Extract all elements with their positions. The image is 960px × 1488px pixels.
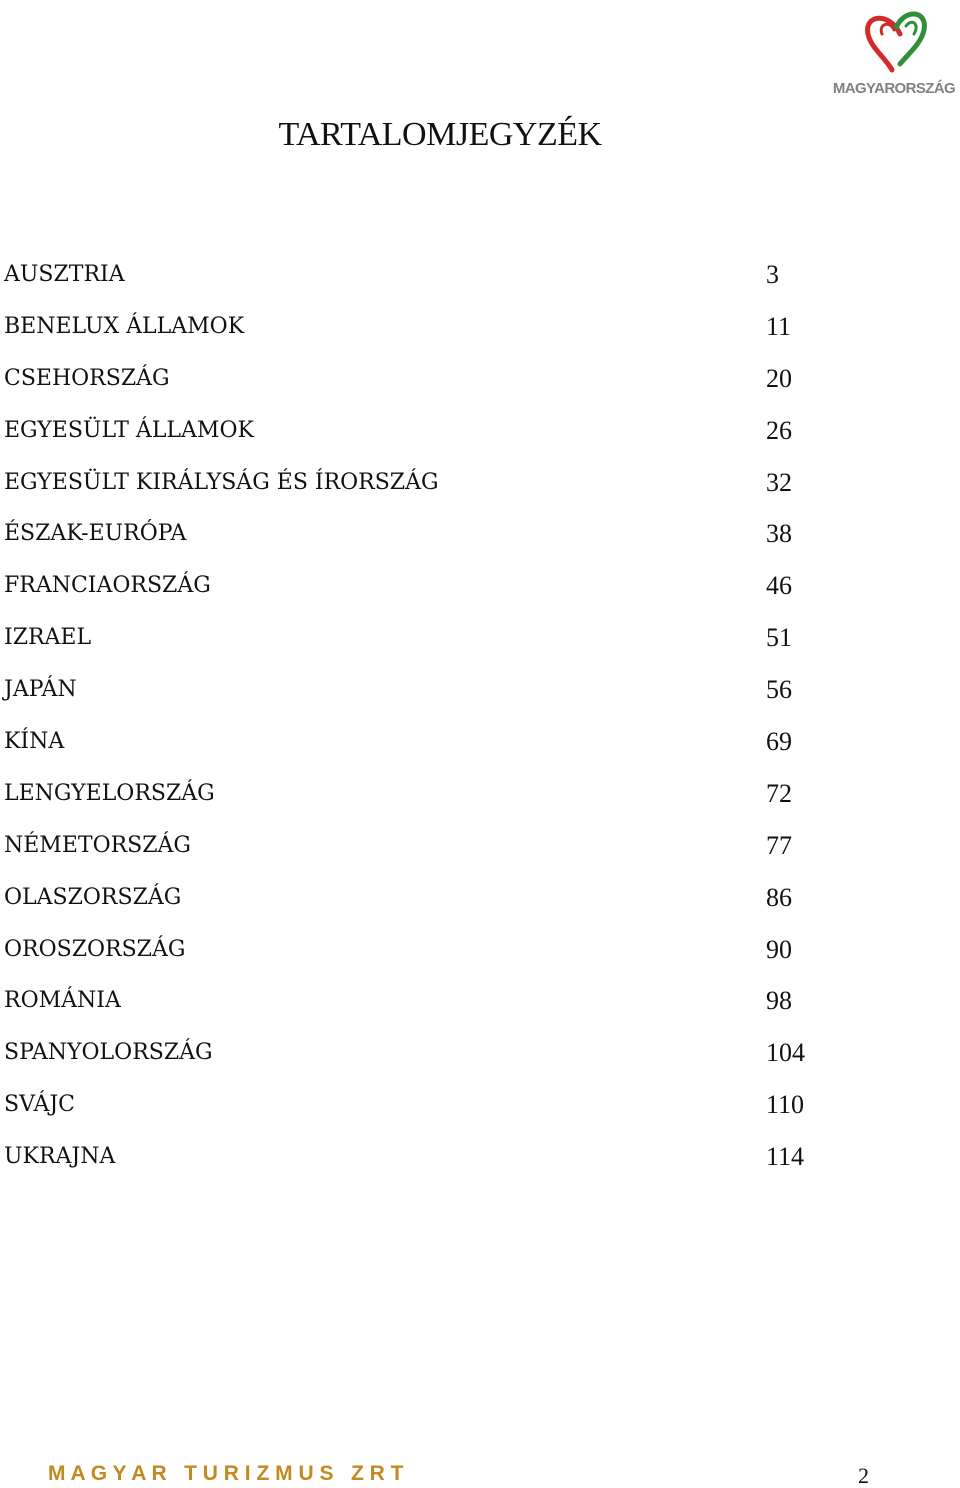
toc-entry-title: UKRAJNA <box>4 1144 116 1170</box>
footer-company-name: M A G Y A R T U R I Z M U S Z R T <box>48 1462 404 1485</box>
toc-entry-title: OLASZORSZÁG <box>4 884 182 910</box>
toc-entry[interactable] <box>4 360 834 412</box>
toc-entry-page: 56 <box>766 675 792 705</box>
toc-entry-page: 114 <box>766 1142 805 1172</box>
toc-entry-title: SVÁJC <box>4 1092 76 1118</box>
toc-entry[interactable] <box>4 515 834 567</box>
toc-entry[interactable] <box>4 671 834 723</box>
toc-entry-title: KÍNA <box>4 729 65 755</box>
toc-entry-title: NÉMETORSZÁG <box>4 832 191 858</box>
toc-entry[interactable] <box>4 619 834 671</box>
toc-entry-title: ROMÁNIA <box>4 988 121 1014</box>
toc-entry-title: IZRAEL <box>4 625 92 651</box>
logo-wordmark: MAGYARORSZÁG <box>832 80 956 97</box>
toc-entry-title: AUSZTRIA <box>4 262 125 287</box>
toc-entry-title: SPANYOLORSZÁG <box>4 1040 213 1066</box>
footer-page-number: 2 <box>858 1463 869 1488</box>
toc-entry-title: EGYESÜLT ÁLLAMOK <box>4 417 254 443</box>
toc-entry[interactable] <box>4 567 834 619</box>
page-footer <box>0 1460 960 1488</box>
toc-entry-page: 98 <box>766 986 792 1016</box>
magyarorszag-logo <box>830 4 958 100</box>
toc-entry[interactable] <box>4 412 834 464</box>
toc-entry[interactable] <box>4 931 834 983</box>
toc-entry-page: 110 <box>766 1090 805 1120</box>
toc-entry[interactable] <box>4 1034 834 1086</box>
toc-entry-page: 3 <box>766 260 779 289</box>
toc-entry-page: 69 <box>766 727 792 757</box>
toc-entry-page: 32 <box>766 467 792 497</box>
toc-entry-title: JAPÁN <box>4 677 77 703</box>
toc-entry-page: 38 <box>766 519 792 549</box>
toc-entry-page: 26 <box>766 415 792 445</box>
toc-entry-page: 86 <box>766 882 792 912</box>
toc-entry[interactable] <box>4 308 834 360</box>
toc-entry[interactable] <box>4 464 834 516</box>
toc-entry-title: FRANCIAORSZÁG <box>4 573 211 599</box>
page-title: TARTALOMJEGYZÉK <box>278 116 602 153</box>
toc-entry-page: 77 <box>766 830 792 860</box>
toc-entry-page: 104 <box>766 1038 805 1068</box>
toc-entry[interactable] <box>4 982 834 1034</box>
toc-entry[interactable] <box>4 1086 834 1138</box>
toc-entry-title: OROSZORSZÁG <box>4 936 186 962</box>
toc-entry[interactable] <box>4 879 834 931</box>
toc-entry-page: 46 <box>766 571 792 601</box>
toc-entry[interactable] <box>4 723 834 775</box>
heart-logo-icon <box>860 4 930 76</box>
toc-entry[interactable] <box>4 1138 834 1190</box>
toc-entry-title: BENELUX ÁLLAMOK <box>4 313 245 339</box>
toc-entry[interactable] <box>4 775 834 827</box>
toc-entry[interactable] <box>4 827 834 879</box>
toc-entry-title: ÉSZAK-EURÓPA <box>4 521 187 547</box>
toc-entry-page: 72 <box>766 778 792 808</box>
toc-entry-page: 11 <box>766 311 792 341</box>
table-of-contents <box>4 256 834 1190</box>
toc-entry-title: EGYESÜLT KIRÁLYSÁG ÉS ÍRORSZÁG <box>4 469 439 495</box>
toc-entry-title: CSEHORSZÁG <box>4 365 170 391</box>
toc-entry-title: LENGYELORSZÁG <box>4 780 215 806</box>
toc-entry[interactable] <box>4 256 834 308</box>
toc-entry-page: 20 <box>766 363 792 393</box>
toc-entry-page: 51 <box>766 623 792 653</box>
toc-entry-page: 90 <box>766 934 792 964</box>
